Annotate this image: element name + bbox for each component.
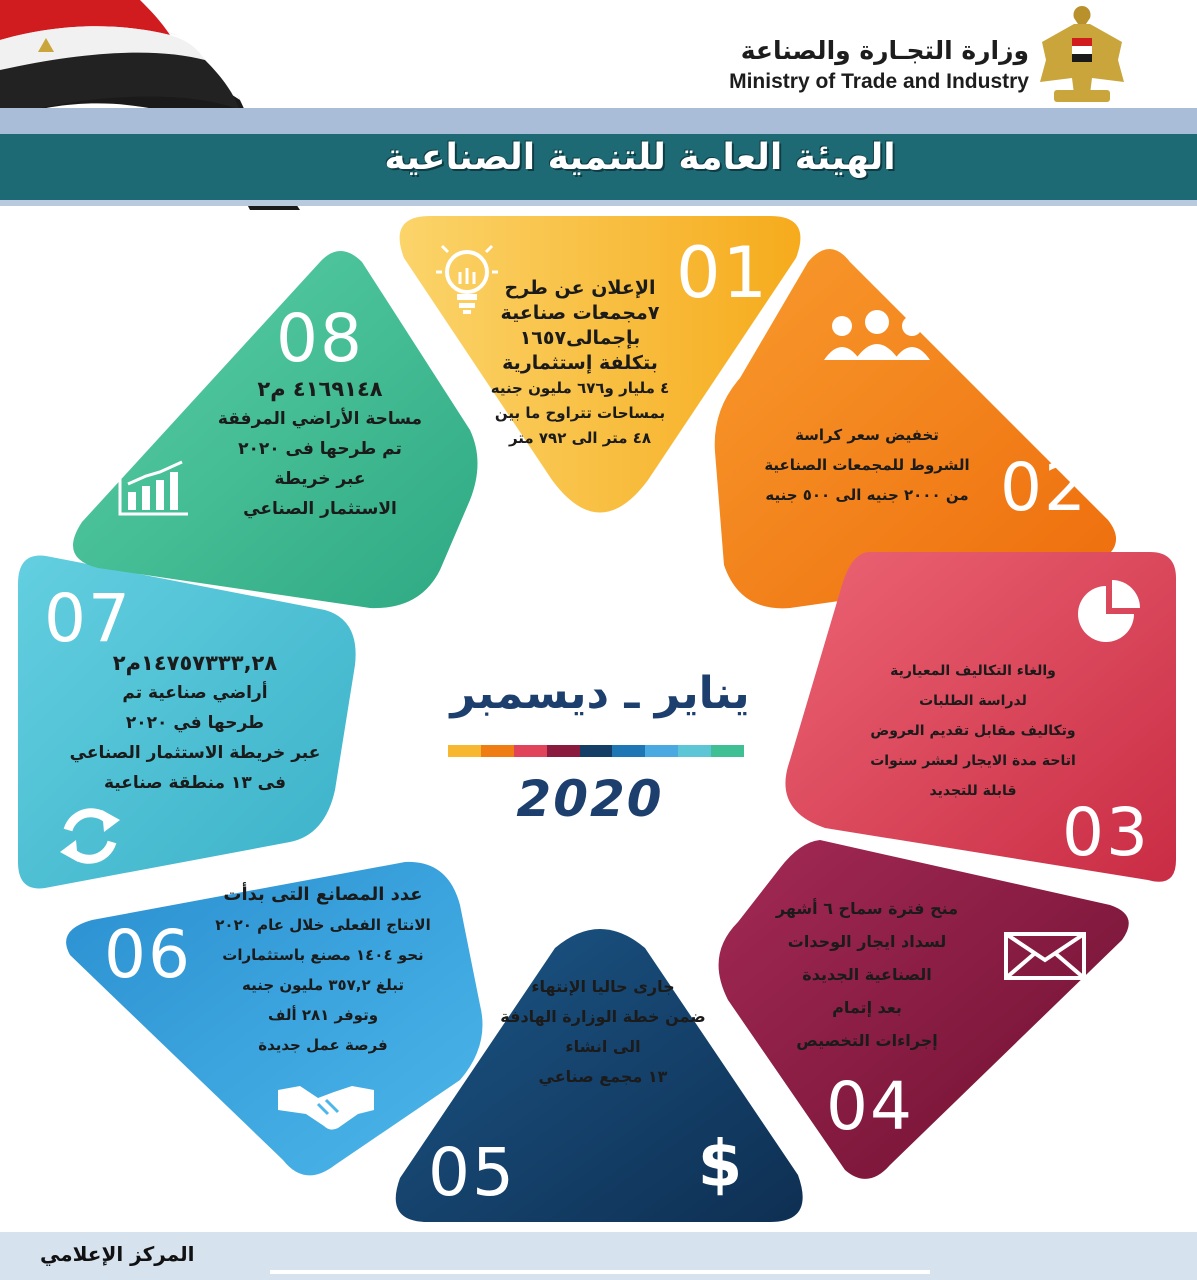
petal-05-line: ضمن خطة الوزارة الهادفة (500, 1007, 706, 1026)
color-segment (547, 745, 580, 757)
handshake-icon (278, 1080, 374, 1132)
petal-01-line: بمساحات تتراوح ما بين (494, 404, 666, 422)
petal-08-line: ٤١٦٩١٤٨ م٢ (257, 377, 383, 401)
petal-01-line: بتكلفة إستثمارية (502, 352, 658, 374)
petal-number-07: 07 (44, 580, 132, 657)
petal-05-line: ١٣ مجمع صناعي (538, 1067, 668, 1086)
color-segment (612, 745, 645, 757)
pie-chart-icon (1074, 578, 1144, 648)
color-segment (711, 745, 744, 757)
petal-text-03 (838, 656, 1108, 806)
petal-07-line: ١٤٧٥٧٣٣٣,٢٨م٢ (112, 651, 278, 675)
refresh-icon (54, 800, 126, 872)
svg-text:$: $ (697, 1128, 743, 1196)
petal-03-line: قابلة للتجديد (929, 783, 1017, 799)
period-label: يناير ـ ديسمبر (450, 668, 750, 719)
petal-06-line: الانتاج الفعلى خلال عام ٢٠٢٠ (215, 916, 431, 934)
petal-text-05 (478, 972, 728, 1092)
petal-05-line: جارى حاليا الإنتهاء (531, 977, 675, 996)
envelope-icon (1004, 932, 1086, 980)
petal-02-line: تخفيض سعر كراسة (795, 426, 939, 444)
petal-number-08: 08 (276, 300, 364, 377)
petal-04-line: إجراءات التخصيص (796, 1031, 938, 1050)
users-icon (822, 308, 932, 360)
petal-text-07 (50, 648, 340, 798)
petal-07-line: أراضي صناعية تم (122, 683, 268, 703)
petal-06-line: فرصة عمل جديدة (258, 1036, 388, 1054)
dollar-icon (690, 1126, 750, 1196)
petal-06-line: وتوفر ٢٨١ ألف (267, 1006, 379, 1024)
petal-number-05: 05 (428, 1134, 516, 1211)
petal-08-line: الاستثمار الصناعي (243, 499, 397, 519)
ministry-name-english: Ministry of Trade and Industry (729, 70, 1029, 93)
petal-07-line: طرحها في ٢٠٢٠ (125, 713, 265, 733)
petal-06-line: تبلغ ٣٥٧,٢ مليون جنيه (241, 976, 405, 994)
petal-02-line: من ٢٠٠٠ جنيه الى ٥٠٠ جنيه (765, 486, 969, 504)
petal-text-08 (200, 374, 440, 524)
media-center-label: المركز الإعلامي (40, 1242, 195, 1266)
petal-07-line: عبر خريطة الاستثمار الصناعي (69, 743, 321, 763)
authority-title: الهيئة العامة للتنمية الصناعية (384, 137, 896, 178)
petal-number-02: 02 (1000, 449, 1088, 526)
footer-line (270, 1270, 930, 1274)
petal-04-line: لسداد ايجار الوحدات (787, 932, 947, 951)
petal-03-line: اتاحة مدة الايجار لعشر سنوات (870, 753, 1076, 769)
petal-text-06 (188, 880, 458, 1060)
petal-01-line: ٧مجمعات صناعية (500, 302, 660, 324)
petal-03-line: وتكاليف مقابل تقديم العروض (870, 723, 1076, 739)
color-segment (448, 745, 481, 757)
petal-03-line: والغاء التكاليف المعيارية (890, 663, 1056, 679)
petal-07-line: فى ١٣ منطقة صناعية (103, 773, 287, 793)
color-segment (514, 745, 547, 757)
petal-01-line: ٤٨ متر الى ٧٩٢ متر (508, 429, 652, 447)
petal-04-line: منح فترة سماح ٦ أشهر (775, 899, 959, 918)
petal-number-06: 06 (104, 916, 192, 993)
petal-number-01: 01 (676, 232, 770, 314)
petal-01-line: بإجمالى١٦٥٧ (519, 327, 641, 349)
petal-05-line: الى انشاء (565, 1037, 641, 1056)
petal-01-line: الإعلان عن طرح (504, 277, 656, 299)
petal-04-line: الصناعية الجديدة (802, 965, 932, 984)
petal-01-line: ٤ مليار و٦٧٦ مليون جنيه (490, 379, 670, 397)
color-segment (481, 745, 514, 757)
petal-number-03: 03 (1062, 794, 1150, 871)
petal-06-line: عدد المصانع التى بدأت (223, 884, 423, 905)
petal-08-line: مساحة الأراضي المرفقة (217, 409, 423, 429)
year-label: 2020 (516, 770, 664, 828)
petal-text-04 (762, 892, 972, 1057)
color-segment (645, 745, 678, 757)
bar-chart-icon (118, 458, 190, 516)
petal-08-line: عبر خريطة (274, 469, 366, 489)
petal-02-line: الشروط للمجمعات الصناعية (764, 456, 970, 474)
color-segment (678, 745, 711, 757)
petal-08-line: تم طرحها فى ٢٠٢٠ (238, 439, 402, 459)
petal-06-line: نحو ١٤٠٤ مصنع باستثمارات (222, 946, 424, 964)
ministry-name-arabic: وزارة التجـارة والصناعة (740, 36, 1029, 65)
petal-03-line: لدراسة الطلبات (919, 693, 1027, 709)
petal-text-02 (742, 420, 992, 510)
petal-04-line: بعد إتمام (832, 998, 902, 1017)
petal-number-04: 04 (826, 1068, 914, 1145)
petal-text-01 (470, 276, 690, 451)
color-segment (580, 745, 613, 757)
color-legend-bar (448, 745, 744, 757)
